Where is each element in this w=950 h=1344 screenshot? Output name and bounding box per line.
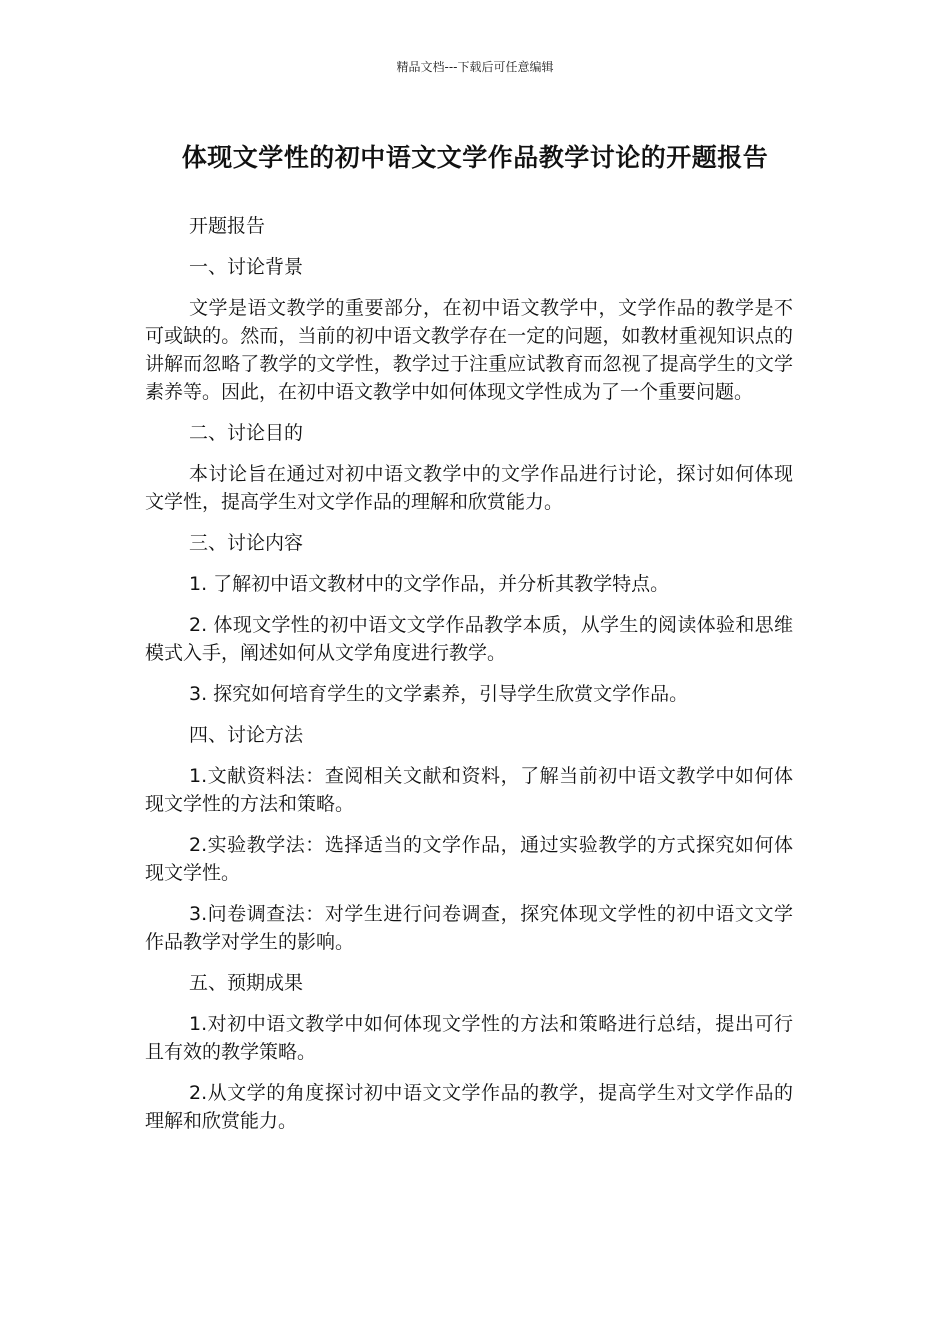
- list-item-method-1: 1.文献资料法：查阅相关文献和资料，了解当前初中语文教学中如何体现文学性的方法和策略。: [145, 765, 793, 815]
- list-item-content-3: 3. 探究如何培育学生的文学素养，引导学生欣赏文学作品。: [189, 683, 689, 705]
- document-body: [145, 212, 793, 1148]
- section-heading-outcomes: 五、预期成果: [189, 972, 304, 994]
- list-item-content-1: 1. 了解初中语文教材中的文学作品，并分析其教学特点。: [189, 573, 670, 595]
- paragraph-background: 文学是语文教学的重要部分，在初中语文教学中，文学作品的教学是不可或缺的。然而，当前的初中语文教学存在一定的问题，如教材重视知识点的讲解而忽略了教学的文学性，教学过于注重应试教育而忽视了提高学生的文学素养等。因此，在初中语文教学中如何体现文学性成为了一个重要问题。: [145, 297, 793, 403]
- document-title: 体现文学性的初中语文文学作品教学讨论的开题报告: [181, 143, 769, 172]
- section-heading-methods: 四、讨论方法: [189, 724, 304, 746]
- header-note: 精品文档---下载后可任意编辑: [396, 60, 554, 74]
- list-item-method-2: 2.实验教学法：选择适当的文学作品，通过实验教学的方式探究如何体现文学性。: [145, 834, 793, 884]
- section-heading-background: 一、讨论背景: [189, 256, 304, 278]
- list-item-outcome-2: 2.从文学的角度探讨初中语文文学作品的教学，提高学生对文学作品的理解和欣赏能力。: [145, 1082, 793, 1132]
- list-item-outcome-1: 1.对初中语文教学中如何体现文学性的方法和策略进行总结，提出可行且有效的教学策略。: [145, 1013, 793, 1063]
- section-heading-purpose: 二、讨论目的: [189, 422, 304, 444]
- section-label-proposal: 开题报告: [189, 215, 266, 237]
- list-item-method-3: 3.问卷调查法：对学生进行问卷调查，探究体现文学性的初中语文文学作品教学对学生的影响。: [145, 903, 793, 953]
- section-heading-content: 三、讨论内容: [189, 532, 304, 554]
- paragraph-purpose: 本讨论旨在通过对初中语文教学中的文学作品进行讨论，探讨如何体现文学性，提高学生对文学作品的理解和欣赏能力。: [145, 463, 793, 513]
- list-item-content-2: 2. 体现文学性的初中语文文学作品教学本质，从学生的阅读体验和思维模式入手，阐述如何从文学角度进行教学。: [145, 614, 793, 664]
